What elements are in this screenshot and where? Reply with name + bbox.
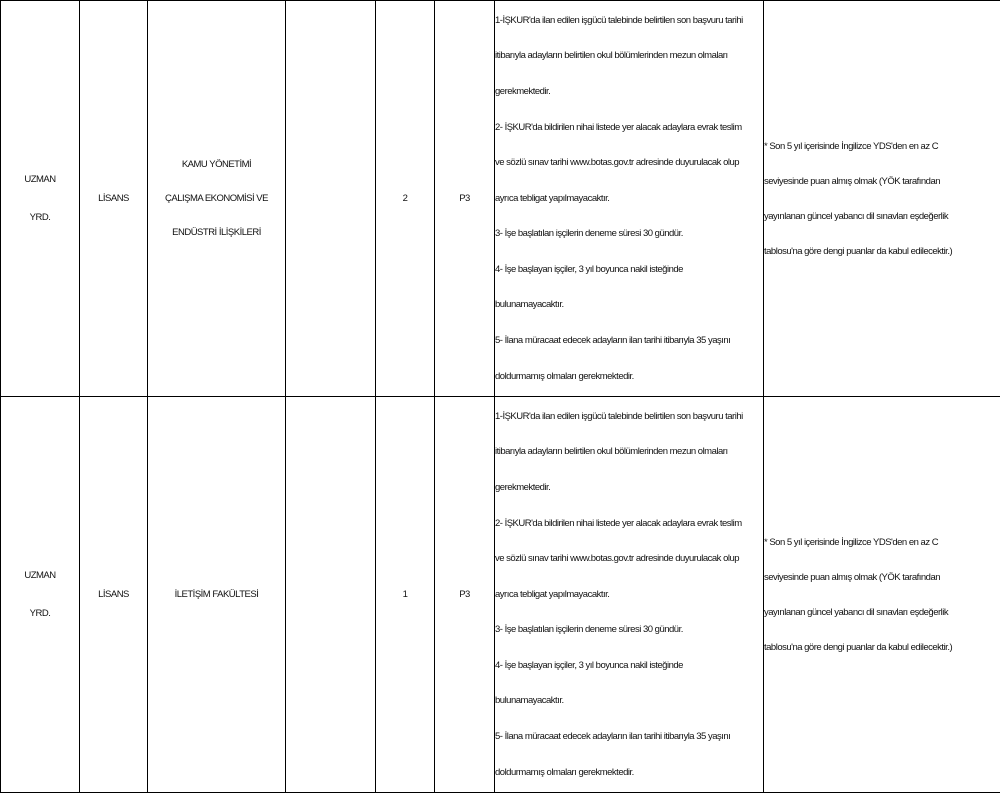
position-line: YRD.: [29, 211, 51, 223]
note-line: doldurmamış olmaları gerekmektedir.: [495, 370, 634, 382]
note-line: itibarıyla adayların belirtilen okul bölümlerinden mezun olmaları: [495, 446, 728, 458]
note-line: ve sözlü sınav tarihi www.botas.gov.tr adresinde duyurulacak olup: [495, 157, 740, 169]
note-line: gerekmektedir.: [495, 481, 551, 493]
extra-line: * Son 5 yıl içerisinde İngilizce YDS'den en az C: [764, 536, 939, 548]
department-line: İLETİŞİM FAKÜLTESİ: [174, 588, 259, 600]
extra-line: * Son 5 yıl içerisinde İngilizce YDS'den en az C: [764, 140, 939, 152]
note-line: 1-İŞKUR'da ilan edilen işgücü talebinde belirtilen son başvuru tarihi: [495, 14, 743, 26]
note-line: ayrıca tebligat yapılmayacaktır.: [495, 192, 610, 204]
position-cell: [1, 1, 80, 397]
department-line: ÇALIŞMA EKONOMİSİ VE: [165, 192, 268, 204]
count-cell: 2: [376, 1, 435, 397]
department-line: KAMU YÖNETİMİ: [181, 158, 252, 170]
note-line: ve sözlü sınav tarihi www.botas.gov.tr adresinde duyurulacak olup: [495, 553, 740, 565]
notes-cell: [495, 1, 764, 397]
code-cell: P3: [435, 397, 495, 793]
department-cell: [148, 1, 286, 397]
extra-line: tablosu'na göre dengi puanlar da kabul edilecektir.): [764, 641, 953, 653]
extra-requirements-cell: [764, 1, 1000, 397]
position-line: YRD.: [29, 607, 51, 619]
extra-line: yayınlanan güncel yabancı dil sınavları eşdeğerlik: [764, 606, 949, 618]
extra-line: seviyesinde puan almış olmak (YÖK tarafından: [764, 175, 941, 187]
note-line: 3- İşe başlatılan işçilerin deneme süresi 30 gündür.: [495, 624, 683, 636]
notes-cell: [495, 397, 764, 793]
note-line: 3- İşe başlatılan işçilerin deneme süresi 30 gündür.: [495, 228, 683, 240]
note-line: 4- İşe başlayan işçiler, 3 yıl boyunca nakil isteğinde: [495, 659, 683, 671]
note-line: gerekmektedir.: [495, 85, 551, 97]
department-line: ENDÜSTRİ İLİŞKİLERİ: [172, 226, 261, 238]
note-line: 5- İlana müracaat edecek adayların ilan tarihi itibarıyla 35 yaşını: [495, 731, 731, 743]
note-line: bulunamayacaktır.: [495, 299, 564, 311]
note-line: 4- İşe başlayan işçiler, 3 yıl boyunca nakil isteğinde: [495, 263, 683, 275]
position-line: UZMAN: [24, 569, 56, 581]
note-line: 1-İŞKUR'da ilan edilen işgücü talebinde belirtilen son başvuru tarihi: [495, 410, 743, 422]
empty-cell: [286, 397, 376, 793]
education-cell: LİSANS: [80, 1, 148, 397]
position-cell: [1, 397, 80, 793]
note-line: doldurmamış olmaları gerekmektedir.: [495, 766, 634, 778]
empty-cell: [286, 1, 376, 397]
count-cell: 1: [376, 397, 435, 793]
extra-line: seviyesinde puan almış olmak (YÖK tarafından: [764, 571, 941, 583]
table-row: [1, 397, 1000, 793]
note-line: 2- İŞKUR'da bildirilen nihai listede yer alacak adaylara evrak teslim: [495, 121, 742, 133]
note-line: itibarıyla adayların belirtilen okul bölümlerinden mezun olmaları: [495, 50, 728, 62]
code-cell: P3: [435, 1, 495, 397]
department-cell: [148, 397, 286, 793]
extra-line: tablosu'na göre dengi puanlar da kabul edilecektir.): [764, 245, 953, 257]
education-cell: LİSANS: [80, 397, 148, 793]
position-line: UZMAN: [24, 173, 56, 185]
extra-line: yayınlanan güncel yabancı dil sınavları eşdeğerlik: [764, 210, 949, 222]
extra-requirements-cell: [764, 397, 1000, 793]
note-line: 5- İlana müracaat edecek adayların ilan tarihi itibarıyla 35 yaşını: [495, 335, 731, 347]
note-line: ayrıca tebligat yapılmayacaktır.: [495, 588, 610, 600]
table-row: [1, 1, 1000, 397]
note-line: 2- İŞKUR'da bildirilen nihai listede yer alacak adaylara evrak teslim: [495, 517, 742, 529]
note-line: bulunamayacaktır.: [495, 695, 564, 707]
